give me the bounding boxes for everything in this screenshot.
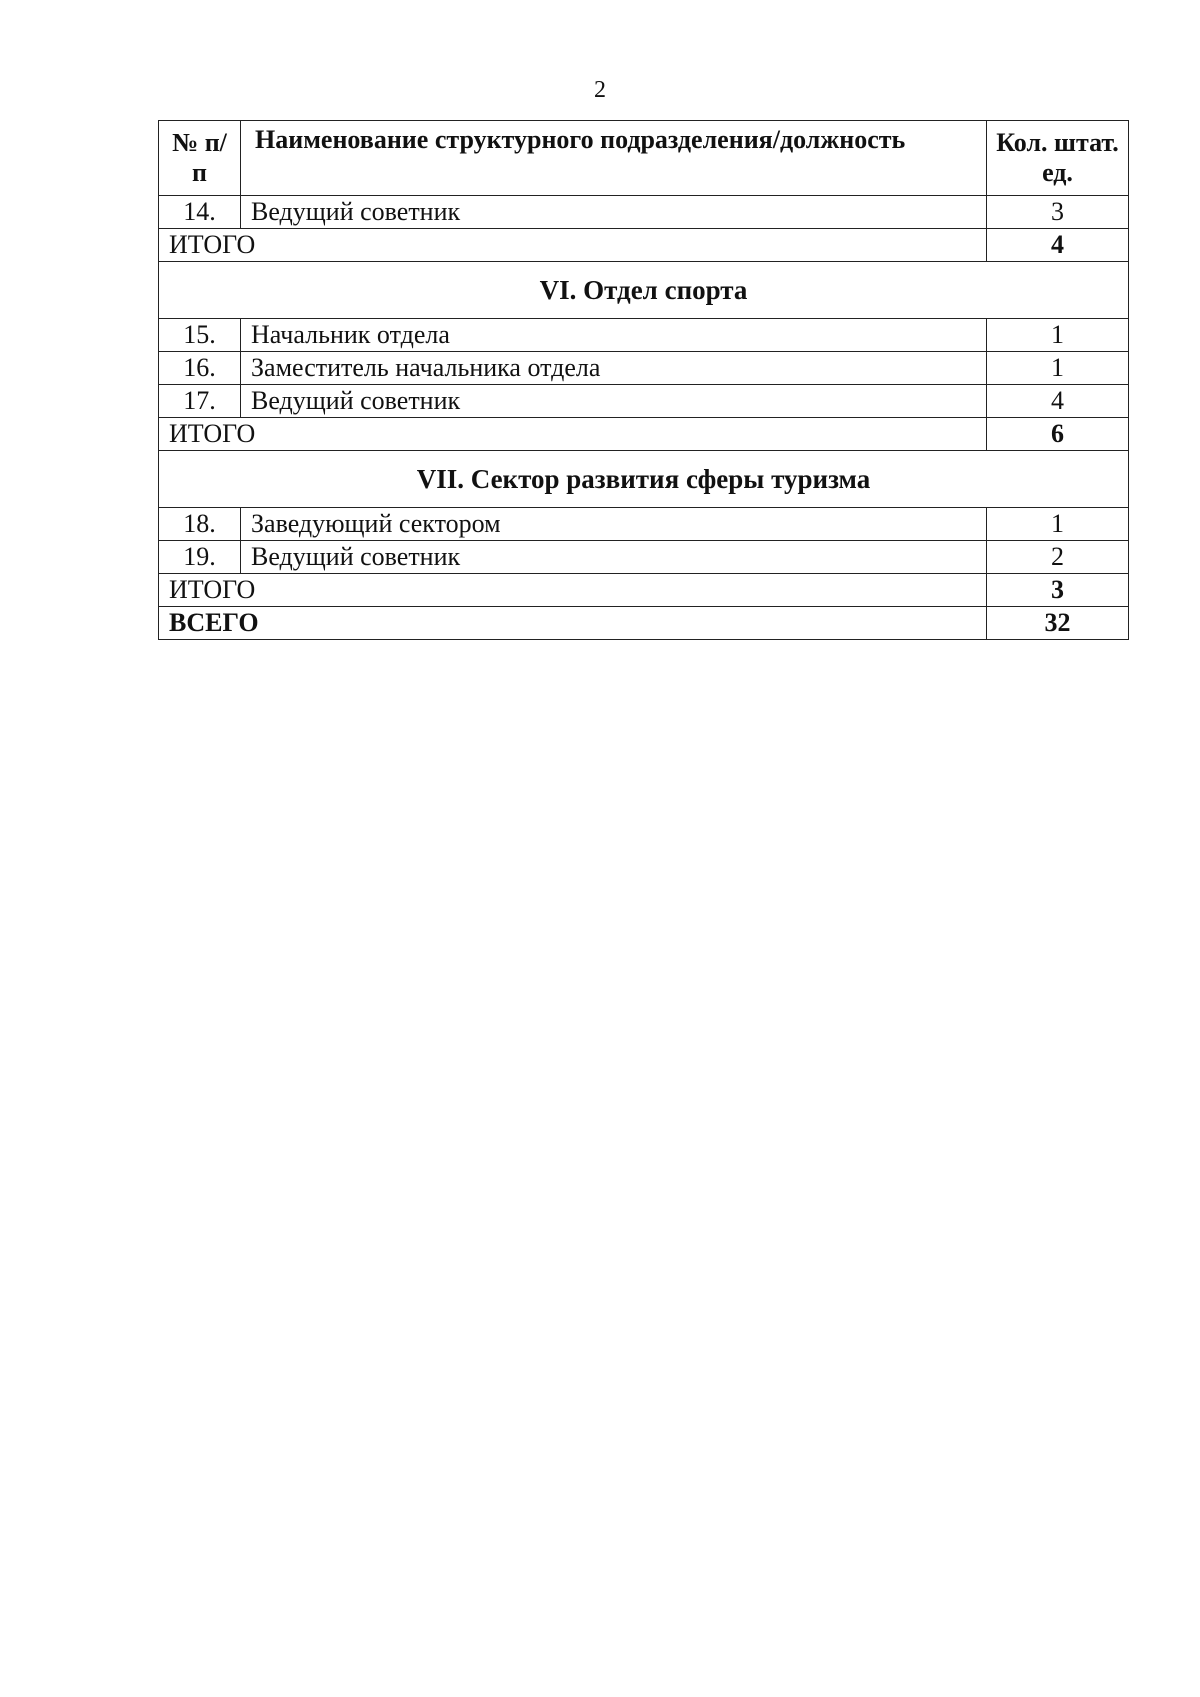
subtotal-label: ИТОГО xyxy=(159,229,987,262)
row-qty: 2 xyxy=(987,541,1129,574)
section-row xyxy=(159,262,1129,319)
subtotal-qty: 4 xyxy=(987,229,1129,262)
row-num: 19. xyxy=(159,541,241,574)
subtotal-label: ИТОГО xyxy=(159,574,987,607)
table-row xyxy=(159,196,1129,229)
table-row xyxy=(159,541,1129,574)
staff-table xyxy=(158,120,1129,640)
table-header-row xyxy=(159,121,1129,196)
grand-total-label: ВСЕГО xyxy=(159,607,987,640)
table-row xyxy=(159,508,1129,541)
section-row xyxy=(159,451,1129,508)
grand-total-row xyxy=(159,607,1129,640)
row-name: Заместитель начальника отдела xyxy=(241,352,987,385)
row-num: 16. xyxy=(159,352,241,385)
row-name: Ведущий советник xyxy=(241,541,987,574)
row-qty: 3 xyxy=(987,196,1129,229)
row-name: Ведущий советник xyxy=(241,196,987,229)
row-name: Ведущий советник xyxy=(241,385,987,418)
row-num: 18. xyxy=(159,508,241,541)
header-qty: Кол. штат. ед. xyxy=(987,121,1129,196)
row-num: 14. xyxy=(159,196,241,229)
section-title: VI. Отдел спорта xyxy=(159,262,1129,319)
row-qty: 4 xyxy=(987,385,1129,418)
table-row xyxy=(159,385,1129,418)
subtotal-row xyxy=(159,574,1129,607)
subtotal-qty: 3 xyxy=(987,574,1129,607)
row-qty: 1 xyxy=(987,508,1129,541)
page-number: 2 xyxy=(594,77,606,103)
subtotal-qty: 6 xyxy=(987,418,1129,451)
section-title: VII. Сектор развития сферы туризма xyxy=(159,451,1129,508)
row-qty: 1 xyxy=(987,352,1129,385)
grand-total-qty: 32 xyxy=(987,607,1129,640)
header-name: Наименование структурного подразделения/должность xyxy=(241,121,987,196)
header-num: № п/п xyxy=(159,121,241,196)
row-num: 17. xyxy=(159,385,241,418)
row-num: 15. xyxy=(159,319,241,352)
subtotal-row xyxy=(159,418,1129,451)
subtotal-label: ИТОГО xyxy=(159,418,987,451)
table-row xyxy=(159,319,1129,352)
row-name: Начальник отдела xyxy=(241,319,987,352)
row-name: Заведующий сектором xyxy=(241,508,987,541)
table-row xyxy=(159,352,1129,385)
row-qty: 1 xyxy=(987,319,1129,352)
subtotal-row xyxy=(159,229,1129,262)
